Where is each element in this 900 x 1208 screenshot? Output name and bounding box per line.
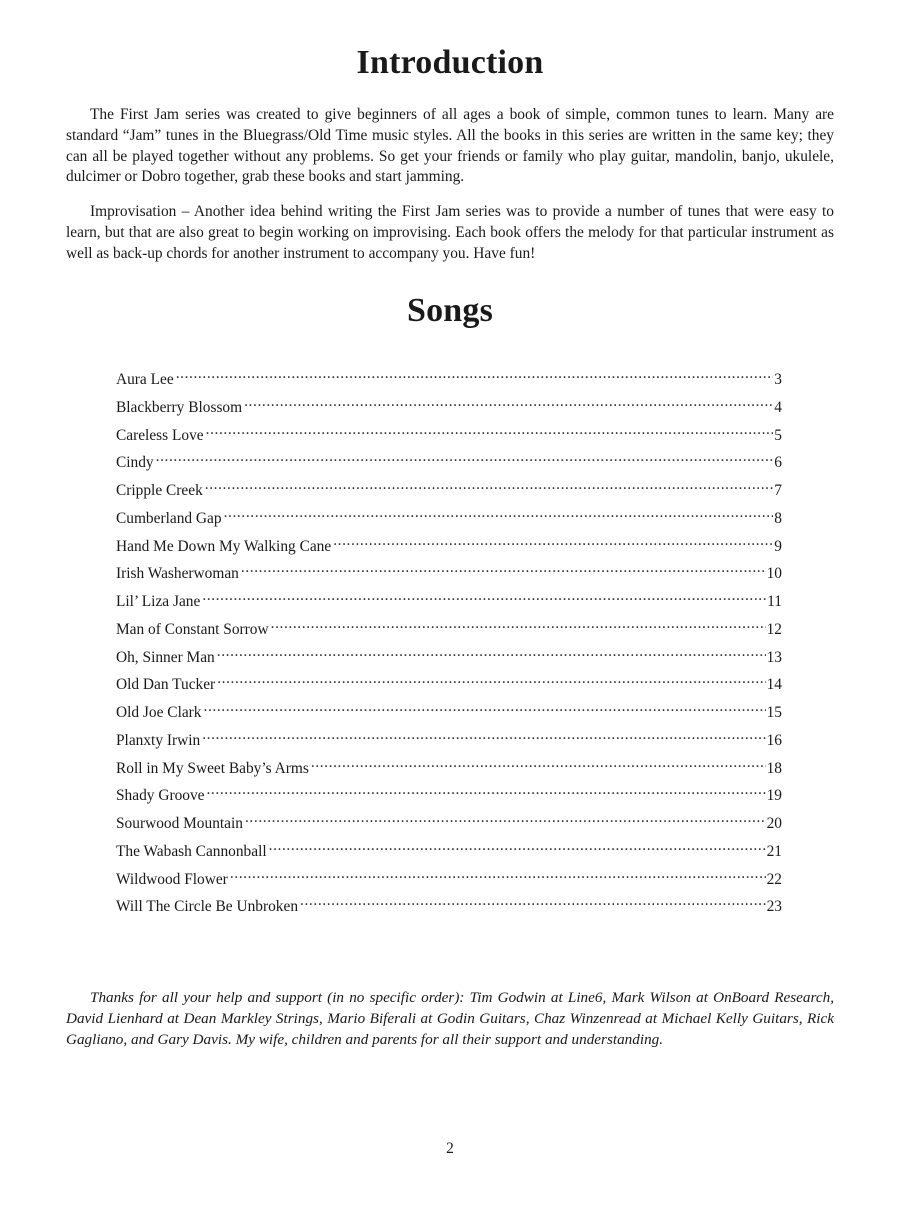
toc-song-title: Sourwood Mountain — [116, 815, 243, 832]
toc-page-number: 3 — [774, 371, 782, 388]
toc-page-number: 22 — [766, 870, 782, 888]
toc-page-number: 6 — [774, 454, 782, 472]
toc-page-number: 13 — [766, 648, 782, 666]
toc-page-number: 14 — [766, 676, 782, 694]
toc-entry — [116, 503, 782, 531]
toc-song-title: Oh, Sinner Man — [116, 648, 215, 666]
toc-entry — [116, 808, 782, 836]
toc-dot-leader — [217, 642, 766, 662]
toc-page-number: 21 — [766, 842, 782, 860]
toc-dot-leader — [241, 558, 766, 578]
page-number: 2 — [446, 1140, 454, 1157]
toc-song-title: Will The Circle Be Unbroken — [116, 898, 299, 916]
toc-entry — [116, 475, 782, 503]
improvisation-paragraph: Improvisation – Another idea behind writing the First Jam series was to provide a number of tunes that were easy to learn, but that are also great to begin working on improvising. Each book offers the melody for that particular instrument as well as back-up chords for another instrument to accompany you. Have fun! — [66, 203, 834, 262]
toc-song-title: Irish Washerwoman — [116, 565, 239, 583]
toc-entry — [116, 780, 782, 808]
toc-dot-leader — [333, 531, 773, 551]
toc-song-title: Roll in My Sweet Baby’s Arms — [116, 759, 309, 777]
toc-page-number: 18 — [766, 759, 782, 777]
toc-dot-leader — [156, 447, 774, 467]
toc-song-title: Careless Love — [116, 426, 204, 444]
toc-page-number: 15 — [766, 704, 782, 721]
toc-song-title: Man of Constant Sorrow — [116, 620, 269, 638]
toc-dot-leader — [205, 475, 774, 495]
toc-entry — [116, 891, 782, 919]
toc-page-number: 16 — [766, 731, 782, 749]
toc-page-number: 7 — [774, 482, 782, 499]
acknowledgements-paragraph: Thanks for all your help and support (in no specific order): Tim Godwin at Line6, Mark Wilson at OnBoard Research, David Lienhard at Dean Markley Strings, Mario Biferali at Godin Guitars, Chaz Winzenread at Michael Kelly Guitars, Rick Gagliano, and Gary Davis. My wife, children and parents for all their support and understanding. — [66, 989, 834, 1048]
toc-page-number: 4 — [774, 398, 782, 416]
introduction-paragraph: The First Jam series was created to give beginners of all ages a book of simple, common tunes to learn. Many are standard “Jam” tunes in the Bluegrass/Old Time music styles. All the books in this series are written in the same key; they can all be played together without any problems. So get your friends or family who play guitar, mandolin, banjo, ukulele, dulcimer or Dobro together, grab these books and start jamming. — [66, 106, 834, 186]
toc-dot-leader — [204, 697, 766, 717]
toc-song-title: Aura Lee — [116, 371, 174, 388]
toc-entry — [116, 864, 782, 892]
toc-page-number: 8 — [774, 509, 782, 527]
toc-dot-leader — [206, 420, 774, 440]
toc-dot-leader — [176, 364, 774, 384]
toc-page-number: 11 — [767, 593, 782, 610]
toc-entry — [116, 725, 782, 753]
toc-dot-leader — [300, 891, 766, 911]
toc-entry — [116, 836, 782, 864]
toc-song-title: Cumberland Gap — [116, 509, 222, 527]
toc-entry — [116, 531, 782, 559]
toc-dot-leader — [202, 725, 765, 745]
toc-dot-leader — [311, 753, 766, 773]
songs-table-of-contents — [116, 364, 782, 919]
toc-entry — [116, 753, 782, 781]
toc-dot-leader — [217, 669, 765, 689]
toc-song-title: Shady Groove — [116, 787, 205, 805]
toc-page-number: 19 — [766, 787, 782, 805]
toc-dot-leader — [271, 614, 766, 634]
toc-dot-leader — [230, 864, 766, 884]
toc-page-number: 20 — [766, 815, 782, 832]
toc-entry — [116, 697, 782, 725]
toc-entry — [116, 669, 782, 697]
toc-entry — [116, 642, 782, 670]
toc-entry — [116, 447, 782, 475]
toc-song-title: Old Dan Tucker — [116, 676, 216, 694]
introduction-heading: Introduction — [356, 44, 544, 81]
toc-dot-leader — [244, 392, 773, 412]
toc-song-title: The Wabash Cannonball — [116, 842, 267, 860]
toc-page-number: 9 — [774, 537, 782, 555]
toc-entry — [116, 364, 782, 392]
toc-dot-leader — [202, 586, 766, 606]
toc-dot-leader — [224, 503, 774, 523]
toc-entry — [116, 420, 782, 448]
songs-heading: Songs — [406, 292, 494, 329]
toc-entry — [116, 392, 782, 420]
toc-song-title: Planxty Irwin — [116, 731, 201, 749]
toc-page-number: 10 — [766, 565, 782, 583]
toc-page-number: 5 — [774, 426, 782, 444]
toc-song-title: Hand Me Down My Walking Cane — [116, 537, 332, 555]
toc-dot-leader — [206, 780, 765, 800]
toc-dot-leader — [269, 836, 766, 856]
toc-entry — [116, 558, 782, 586]
toc-page-number: 12 — [766, 620, 782, 638]
toc-song-title: Wildwood Flower — [116, 870, 228, 888]
toc-song-title: Old Joe Clark — [116, 704, 202, 721]
toc-song-title: Cindy — [116, 454, 154, 472]
toc-dot-leader — [245, 808, 766, 828]
toc-song-title: Lil’ Liza Jane — [116, 593, 201, 610]
toc-page-number: 23 — [766, 898, 782, 916]
toc-song-title: Cripple Creek — [116, 482, 203, 499]
toc-entry — [116, 614, 782, 642]
toc-song-title: Blackberry Blossom — [116, 398, 243, 416]
toc-entry — [116, 586, 782, 614]
